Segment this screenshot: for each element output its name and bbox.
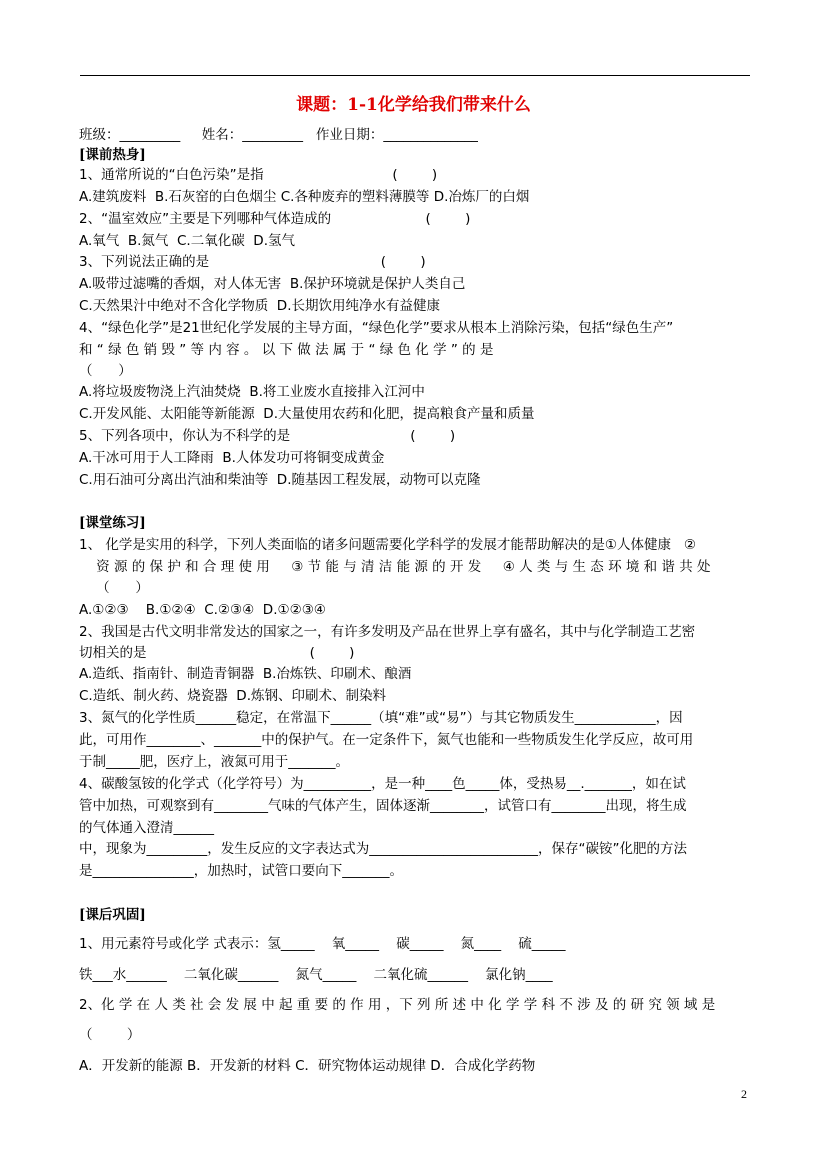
option-line: A.氧气 B.氮气 C.二氧化碳 D.氢气 — [79, 233, 295, 249]
option-line: C.造纸、制火药、烧瓷器 D.炼钢、印刷术、制染料 — [79, 688, 386, 704]
option-line: A．开发新的能源 B．开发新的材料 C．研究物体运动规律 D．合成化学药物 — [79, 1058, 536, 1074]
question-line: 管中加热，可观察到有________气味的气体产生，固体逐渐________，试管口有________出现，将生成 — [79, 798, 687, 814]
question-line: 于制_____肥，医疗上，液氮可用于_______。 — [79, 754, 349, 770]
option-line: A.①②③ B.①②④ C.②③④ D.①②③④ — [79, 602, 326, 618]
question-line: 1、用元素符号或化学 式表示：氢_____ 氧_____ 碳_____ 氮____ 硫_____ — [79, 936, 566, 952]
question-line: 铁___水______ 二氧化碳______ 氮气_____ 二氧化硫______ 氯化钠____ — [79, 967, 553, 983]
question-line: 资 源 的 保 护 和 合 理 使 用 ③ 节 能 与 清 洁 能 源 的 开 发 ④ 人 类 与 生 态 环 境 和 谐 共 处 — [79, 559, 711, 575]
section-heading-in-class: [课堂练习] — [79, 515, 146, 531]
question-line: 此，可用作________、_______中的保护气。在一定条件下，氮气也能和一些物质发生化学反应，故可用 — [79, 732, 694, 748]
page-title: 课题：1-1化学给我们带来什么 — [296, 95, 531, 115]
question-line: 4、碳酸氢铵的化学式（化学符号）为__________，是一种____色_____体，受热易__._______，如在试 — [79, 776, 686, 792]
question-line: 是_______________，加热时，试管口要向下_______。 — [79, 863, 403, 879]
question-line: 3、下列说法正确的是 ( ) — [79, 254, 426, 270]
answer-bracket: （ ） — [79, 363, 132, 379]
option-line: A.建筑废料 B.石灰窑的白色烟尘 C.各种废弃的塑料薄膜等 D.冶炼厂的白烟 — [79, 189, 530, 205]
option-line: A.吸带过滤嘴的香烟，对人体无害 B.保护环境就是保护人类自己 — [79, 276, 466, 292]
header-rule — [80, 75, 750, 76]
question-line: 4、“绿色化学”是21世纪化学发展的主导方面，“绿色化学”要求从根本上消除污染，包括“绿色生产” — [79, 320, 674, 336]
option-line: C.开发风能、太阳能等新能源 D.大量使用农药和化肥，提高粮食产量和质量 — [79, 406, 535, 422]
option-line: A.干冰可用于人工降雨 B.人体发功可将铜变成黄金 — [79, 450, 385, 466]
question-line: 2、化 学 在 人 类 社 会 发 展 中 起 重 要 的 作 用 ，下 列 所 述 中 化 学 学 科 不 涉 及 的 研 究 领 域 是 — [79, 997, 716, 1013]
question-line: 中，现象为_________，发生反应的文字表达式为_________________________，保存“碳铵”化肥的方法 — [79, 841, 687, 857]
question-line: 1、通常所说的“白色污染”是指 ( ) — [79, 167, 438, 183]
answer-bracket: （ ） — [79, 580, 149, 596]
option-line: C.用石油可分离出汽油和柴油等 D.随基因工程发展，动物可以克隆 — [79, 472, 481, 488]
question-line: 1、 化学是实用的科学，下列人类面临的诸多问题需要化学科学的发展才能帮助解决的是①人体健康 ② — [79, 537, 696, 553]
option-line: C.天然果汁中绝对不含化学物质 D.长期饮用纯净水有益健康 — [79, 298, 440, 314]
question-line: 的气体通入澄清______ — [79, 820, 214, 836]
question-line: 切相关的是 ( ) — [79, 645, 355, 661]
page-number: 2 — [741, 1087, 747, 1101]
section-heading-pre-class: [课前热身] — [79, 147, 146, 163]
option-line: A.造纸、指南针、制造青铜器 B.冶炼铁、印刷术、酿酒 — [79, 666, 412, 682]
answer-bracket: （ ） — [79, 1027, 141, 1043]
question-line: 5、下列各项中，你认为不科学的是 ( ) — [79, 428, 456, 444]
question-line: 3、氮气的化学性质______稳定，在常温下______（填“难”或“易”）与其它物质发生____________，因 — [79, 710, 683, 726]
student-info-line: 班级：_________ 姓名：_________ 作业日期：______________ — [79, 127, 478, 143]
option-line: A.将垃圾废物浇上汽油焚烧 B.将工业废水直接排入江河中 — [79, 384, 425, 400]
section-heading-after-class: [课后巩固] — [79, 907, 146, 923]
question-line: 2、“温室效应”主要是下列哪种气体造成的 ( ) — [79, 211, 471, 227]
question-line: 和 “ 绿 色 销 毁 ” 等 内 容 。 以 下 做 法 属 于 “ 绿 色 化 学 ” 的 是 — [79, 342, 494, 358]
question-line: 2、我国是古代文明非常发达的国家之一，有许多发明及产品在世界上享有盛名，其中与化学制造工艺密 — [79, 624, 696, 640]
